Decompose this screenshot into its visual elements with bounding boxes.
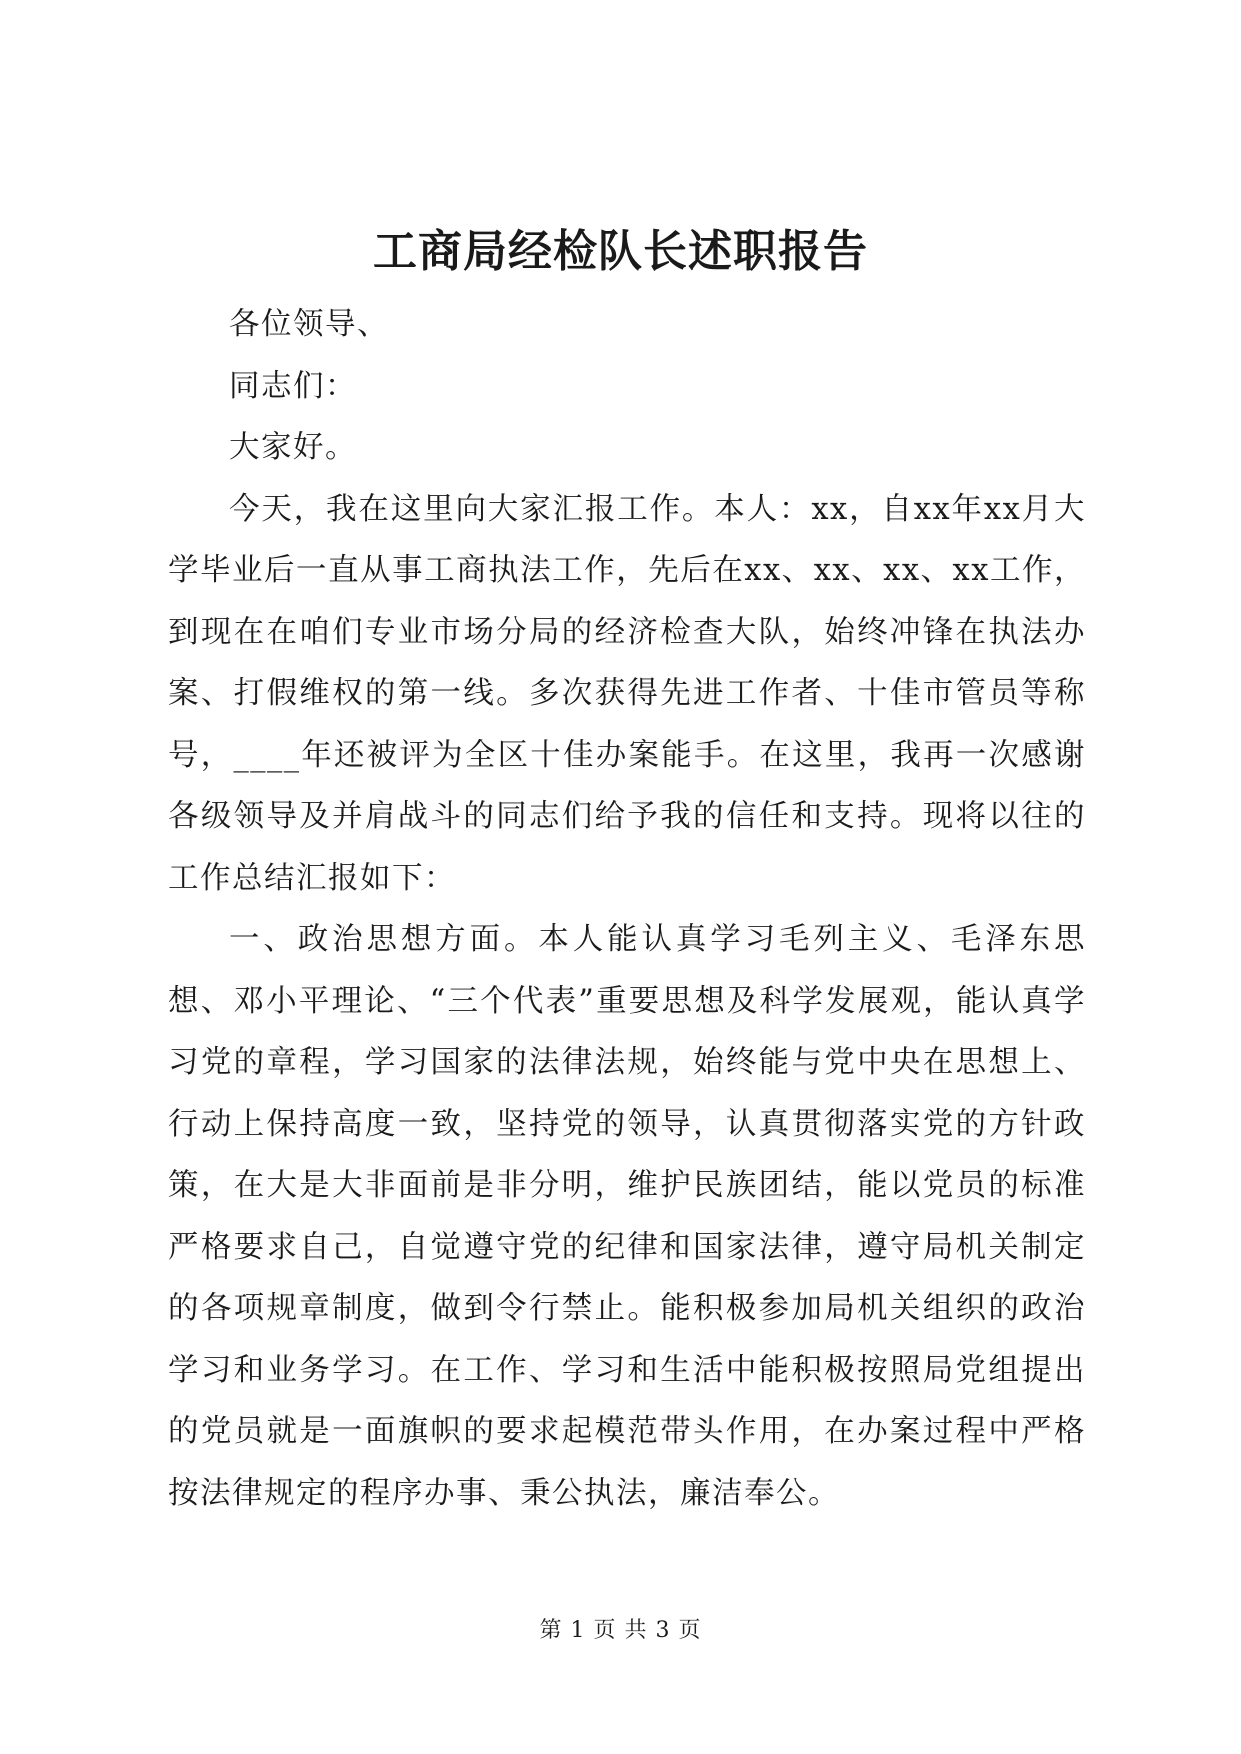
- salutation-leaders: 各位领导、: [229, 307, 389, 342]
- document-title: 工商局经检队长述职报告: [373, 226, 868, 277]
- paragraph-political-thought: 一、政治思想方面。本人能认真学习毛列主义、毛泽东思想、邓小平理论、“三个代表”重要思想及科学发展观，能认真学习党的章程，学习国家的法律法规，始终能与党中央在思想上、行动上保持高度一致，坚持党的领导，认真贯彻落实党的方针政策，在大是大非面前是非分明，维护民族团结，能以党员的标准严格要求自己，自觉遵守党的纪律和国家法律，遵守局机关制定的各项规章制度，做到令行禁止。能积极参加局机关组织的政治学习和业务学习。在工作、学习和生活中能积极按照局党组提出的党员就是一面旗帜的要求起模范带头作用，在办案过程中严格按法律规定的程序办事、秉公执法，廉洁奉公。: [168, 922, 1086, 1511]
- salutation-comrades: 同志们：: [229, 368, 357, 404]
- greeting: 大家好。: [229, 430, 357, 465]
- paragraph-introduction: 今天，我在这里向大家汇报工作。本人：xx，自xx年xx月大学毕业后一直从事工商执法工作，先后在xx、xx、xx、xx工作，到现在在咱们专业市场分局的经济检查大队，始终冲锋在执法办案、打假维权的第一线。多次获得先进工作者、十佳市管员等称号，____年还被评为全区十佳办案能手。在这里，我再一次感谢各级领导及并肩战斗的同志们给予我的信任和支持。现将以往的工作总结汇报如下：: [168, 491, 1086, 896]
- page-footer: 第 1 页 共 3 页: [539, 1618, 702, 1643]
- document-body: [168, 294, 1086, 1524]
